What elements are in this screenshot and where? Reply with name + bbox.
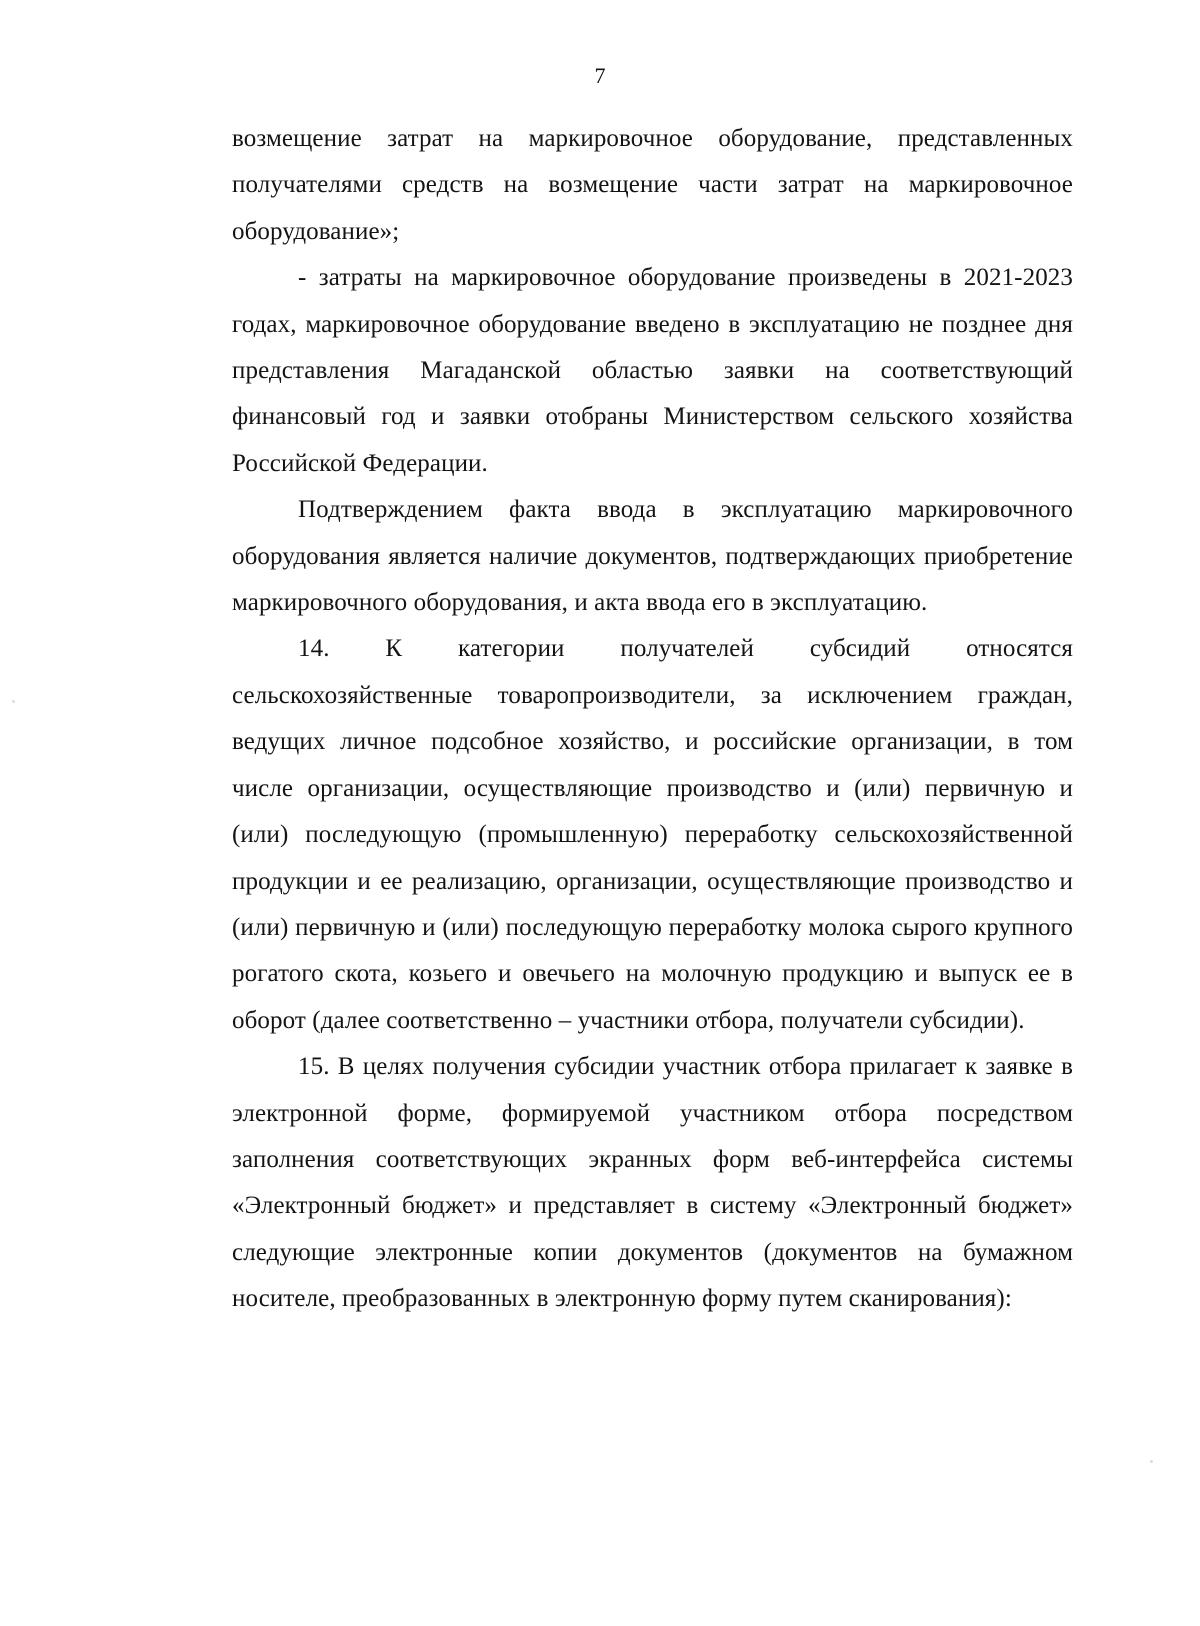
- paragraph-continuation: возмещение затрат на маркировочное оборудование, представленных получателями средств на возмещение части затрат на маркировочное оборудование»;: [232, 125, 1073, 245]
- scan-speck: [12, 700, 15, 703]
- paragraph-14-head: 14. К категории получателей субсидий относятся: [298, 635, 1073, 663]
- scan-speck: [1150, 1460, 1153, 1463]
- paragraph-commissioning-proof: Подтверждением факта ввода в эксплуатацию маркировочного оборудования является наличие документов, подтверждающих приобретение маркировочного оборудования, и акта ввода его в эксплуатацию.: [232, 496, 1073, 617]
- document-body: [232, 116, 1073, 1323]
- paragraph-14-body: сельскохозяйственные товаропроизводители, за исключением граждан, ведущих личное подсобное хозяйство, и российские организации, в том числе организации, осуществляющие производство и (или) первичную и (или) последующую (промышленную) переработку сельскохозяйственной продукции и ее реализацию, организации, осуществляющие производство и (или) первичную и (или) последующую переработку молока сырого крупного рогатого скота, козьего и овечьего на молочную продукцию и выпуск ее в оборот (далее соответственно – участники отбора, получатели субсидии).: [232, 681, 1073, 1034]
- paragraph-14-recipients: [232, 626, 1073, 1044]
- page-number: 7: [594, 63, 606, 88]
- paragraph-costs-condition: - затраты на маркировочное оборудование произведены в 2021-2023 годах, маркировочное оборудование введено в эксплуатацию не позднее дня представления Магаданской областью заявки на соответствующий финансовый год и заявки отобраны Министерством сельского хозяйства Российской Федерации.: [232, 264, 1073, 477]
- paragraph-15-documents: 15. В целях получения субсидии участник отбора прилагает к заявке в электронной форме, формируемой участником отбора посредством заполнения соответствующих экранных форм веб-интерфейса системы «Электронный бюджет» и представляет в систему «Электронный бюджет» следующие электронные копии документов (документов на бумажном носителе, преобразованных в электронную форму путем сканирования):: [232, 1053, 1073, 1313]
